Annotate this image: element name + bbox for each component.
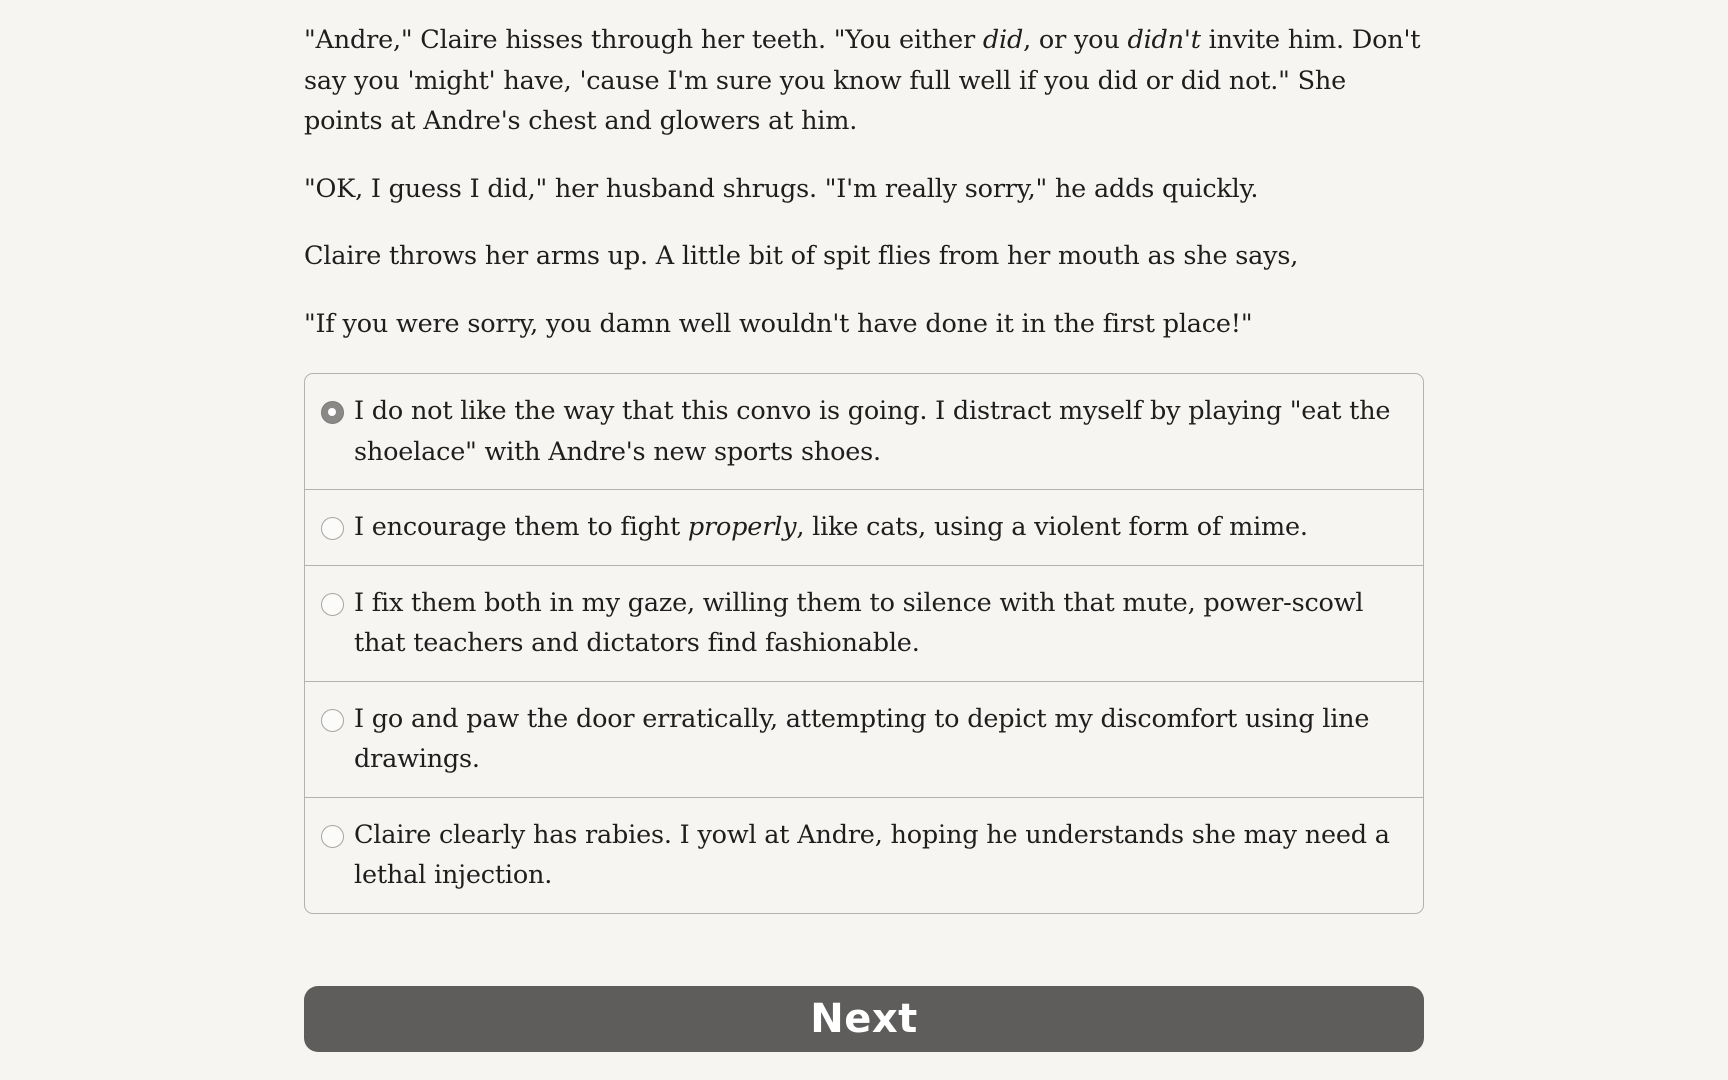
choice-option-3[interactable] (305, 565, 1423, 681)
story-text (304, 20, 1424, 371)
choice-option-1[interactable] (305, 374, 1423, 489)
choice-option-2-label-part: , like cats, using a violent form of mime. (796, 512, 1308, 542)
story-paragraph-4: "If you were sorry, you damn well wouldn't have done it in the first place!" (304, 308, 1253, 339)
choice-option-2-label-part: I encourage them to fight (354, 512, 688, 542)
choice-option-5-label: Claire clearly has rabies. I yowl at Andre, hoping he understands she may need a lethal injection. (354, 819, 1390, 890)
choice-option-3-label: I fix them both in my gaze, willing them to silence with that mute, power-scowl that teachers and dictators find fashionable. (354, 587, 1364, 658)
story-paragraph-1-part: , or you (1023, 25, 1128, 55)
choice-option-2-label (354, 507, 1411, 548)
choice-option-4-label: I go and paw the door erratically, attempting to depict my discomfort using line drawings. (354, 703, 1370, 774)
choice-option-1-label: I do not like the way that this convo is going. I distract myself by playing "eat the shoelace" with Andre's new sports shoes. (354, 396, 1391, 467)
radio-unselected-icon[interactable] (321, 709, 344, 732)
choice-option-4[interactable] (305, 681, 1423, 797)
story-emphasis-did: did (982, 25, 1024, 55)
story-paragraph-3: Claire throws her arms up. A little bit of spit flies from her mouth as she says, (304, 241, 1299, 271)
choice-option-2-emphasis: properly (687, 512, 797, 542)
story-paragraph-1-part: "Andre," Claire hisses through her teeth. "You either (304, 25, 983, 55)
radio-unselected-icon[interactable] (321, 517, 344, 540)
story-paragraph-2: "OK, I guess I did," her husband shrugs. "I'm really sorry," he adds quickly. (304, 173, 1259, 204)
story-emphasis-didnt: didn't (1127, 25, 1201, 55)
choice-list (304, 373, 1424, 914)
choice-option-5[interactable] (305, 797, 1423, 913)
story-paragraph-1 (304, 20, 1424, 142)
radio-unselected-icon[interactable] (321, 825, 344, 848)
radio-unselected-icon[interactable] (321, 593, 344, 616)
story-paragraph-1-part: invite him. Don't say you 'might' have, 'cause I'm sure you know full well if you did or did not." She points at Andre's chest and glowers at him. (304, 25, 1421, 136)
next-button[interactable]: Next (304, 986, 1424, 1052)
radio-selected-icon[interactable] (321, 401, 344, 424)
choice-option-2[interactable] (305, 489, 1423, 565)
